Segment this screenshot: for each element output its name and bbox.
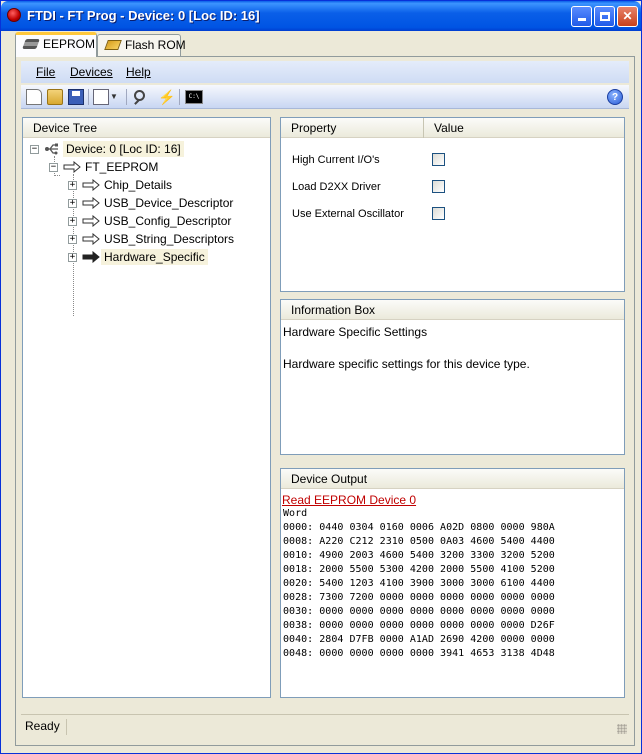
hex-dump-line: 0000: 0440 0304 0160 0006 A02D 0800 0000 980A	[283, 522, 555, 533]
maximize-icon	[600, 12, 610, 21]
tree-line	[54, 175, 60, 176]
expand-toggle[interactable]: +	[69, 252, 76, 262]
expand-toggle[interactable]: +	[69, 234, 76, 244]
toolbar-separator	[126, 89, 127, 105]
device-output-panel	[280, 468, 625, 698]
property-label-high-current: High Current I/O's	[292, 154, 380, 166]
tree-line	[73, 174, 74, 316]
tab-flash-rom-label: Flash ROM	[125, 38, 186, 52]
tree-node-usb-device-descriptor[interactable]: USB_Device_Descriptor	[104, 196, 234, 210]
open-folder-icon[interactable]	[47, 89, 63, 105]
arrow-icon	[82, 197, 100, 209]
info-body: Hardware specific settings for this device type.	[283, 357, 530, 371]
tree-node-usb-config-descriptor[interactable]: USB_Config_Descriptor	[104, 214, 232, 228]
search-icon-handle	[134, 99, 140, 105]
maximize-button[interactable]	[594, 6, 615, 27]
hex-dump-line: 0008: A220 C212 2310 0500 0A03 4600 5400 4400	[283, 536, 555, 547]
device-tree-header: Device Tree	[23, 118, 270, 138]
word-label: Word	[283, 508, 308, 519]
title-bar[interactable]	[1, 1, 641, 31]
toolbar	[21, 85, 629, 109]
tree-node-usb-string-descriptors[interactable]: USB_String_Descriptors	[104, 232, 235, 246]
device-tree-panel	[22, 117, 271, 698]
hex-dump-line: 0010: 4900 2003 4600 5400 3200 3300 3200 5200	[283, 550, 555, 561]
minimize-button[interactable]	[571, 6, 592, 27]
device-output-header: Device Output	[281, 469, 624, 489]
load-d2xx-checkbox[interactable]	[432, 180, 445, 193]
new-file-icon[interactable]	[26, 89, 42, 105]
information-box-header: Information Box	[281, 300, 624, 320]
tab-eeprom[interactable]	[15, 32, 97, 57]
menu-devices-label: Devices	[70, 65, 113, 79]
arrow-icon	[82, 179, 100, 191]
arrow-icon	[63, 161, 81, 173]
resize-grip-icon[interactable]	[617, 724, 627, 734]
information-box	[280, 299, 625, 455]
window-title: FTDI - FT Prog - Device: 0 [Loc ID: 16]	[27, 8, 260, 23]
hex-dump-line: 0038: 0000 0000 0000 0000 0000 0000 0000 D26F	[283, 620, 555, 631]
tree-node-device[interactable]: Device: 0 [Loc ID: 16]	[63, 141, 184, 157]
close-icon: ✕	[622, 9, 633, 23]
tree-node-chip-details[interactable]: Chip_Details	[104, 178, 173, 192]
hex-dump-line: 0020: 5400 1203 4100 3900 3000 3000 6100 4400	[283, 578, 555, 589]
property-column-header[interactable]: Property	[281, 118, 424, 138]
program-icon[interactable]: ⚡	[158, 89, 176, 105]
usb-icon	[44, 141, 60, 157]
arrow-icon-filled	[82, 251, 100, 263]
status-text: Ready	[25, 719, 67, 735]
menu-help[interactable]	[126, 65, 151, 79]
status-bar	[21, 714, 629, 736]
property-label-external-oscillator: Use External Oscillator	[292, 208, 404, 220]
command-prompt-icon[interactable]: C:\	[185, 90, 203, 104]
hex-dump-line: 0030: 0000 0000 0000 0000 0000 0000 0000 0000	[283, 606, 555, 617]
hex-dump-line: 0018: 2000 5500 5300 4200 2000 5500 4100 5200	[283, 564, 555, 575]
tree-node-ft-eeprom[interactable]: FT_EEPROM	[85, 160, 159, 174]
menu-devices[interactable]	[70, 65, 113, 79]
menu-file[interactable]	[36, 65, 55, 79]
minimize-icon	[578, 18, 586, 21]
flash-rom-icon	[104, 40, 122, 50]
property-label-load-d2xx: Load D2XX Driver	[292, 181, 381, 193]
tab-flash-rom[interactable]	[97, 34, 186, 56]
hex-dump-line: 0048: 0000 0000 0000 0000 3941 4653 3138 4D48	[283, 648, 555, 659]
expand-toggle[interactable]: +	[69, 180, 76, 190]
toolbar-separator	[88, 89, 89, 105]
read-eeprom-link[interactable]: Read EEPROM Device 0	[282, 493, 417, 507]
collapse-device-toggle[interactable]: −	[31, 144, 38, 154]
property-grid	[280, 117, 625, 292]
ftdi-app-icon[interactable]	[7, 8, 21, 22]
tree-node-hardware-specific[interactable]: Hardware_Specific	[101, 249, 208, 265]
eeprom-tab-panel	[15, 56, 635, 746]
arrow-icon	[82, 233, 100, 245]
help-icon[interactable]: ?	[607, 89, 623, 105]
menu-file-label: File	[36, 65, 56, 79]
external-oscillator-checkbox[interactable]	[432, 207, 445, 220]
expand-toggle[interactable]: +	[69, 198, 76, 208]
info-title: Hardware Specific Settings	[283, 325, 428, 339]
arrow-icon	[82, 215, 100, 227]
chip-icon	[22, 39, 40, 49]
expand-toggle[interactable]: +	[69, 216, 76, 226]
save-icon[interactable]	[68, 89, 84, 105]
high-current-checkbox[interactable]	[432, 153, 445, 166]
tab-eeprom-label: EEPROM	[43, 37, 96, 51]
menu-help-label: Help	[126, 65, 151, 79]
value-column-header[interactable]: Value	[434, 121, 464, 135]
property-grid-header	[281, 118, 624, 138]
collapse-eeprom-toggle[interactable]: −	[50, 162, 57, 172]
copy-icon[interactable]	[93, 89, 109, 105]
menu-bar	[21, 61, 629, 83]
hex-dump-line: 0040: 2804 D7FB 0000 A1AD 2690 4200 0000 0000	[283, 634, 555, 645]
toolbar-separator	[179, 89, 180, 105]
dropdown-icon[interactable]: ▼	[110, 92, 118, 101]
close-button[interactable]	[617, 6, 638, 27]
hex-dump-line: 0028: 7300 7200 0000 0000 0000 0000 0000 0000	[283, 592, 555, 603]
